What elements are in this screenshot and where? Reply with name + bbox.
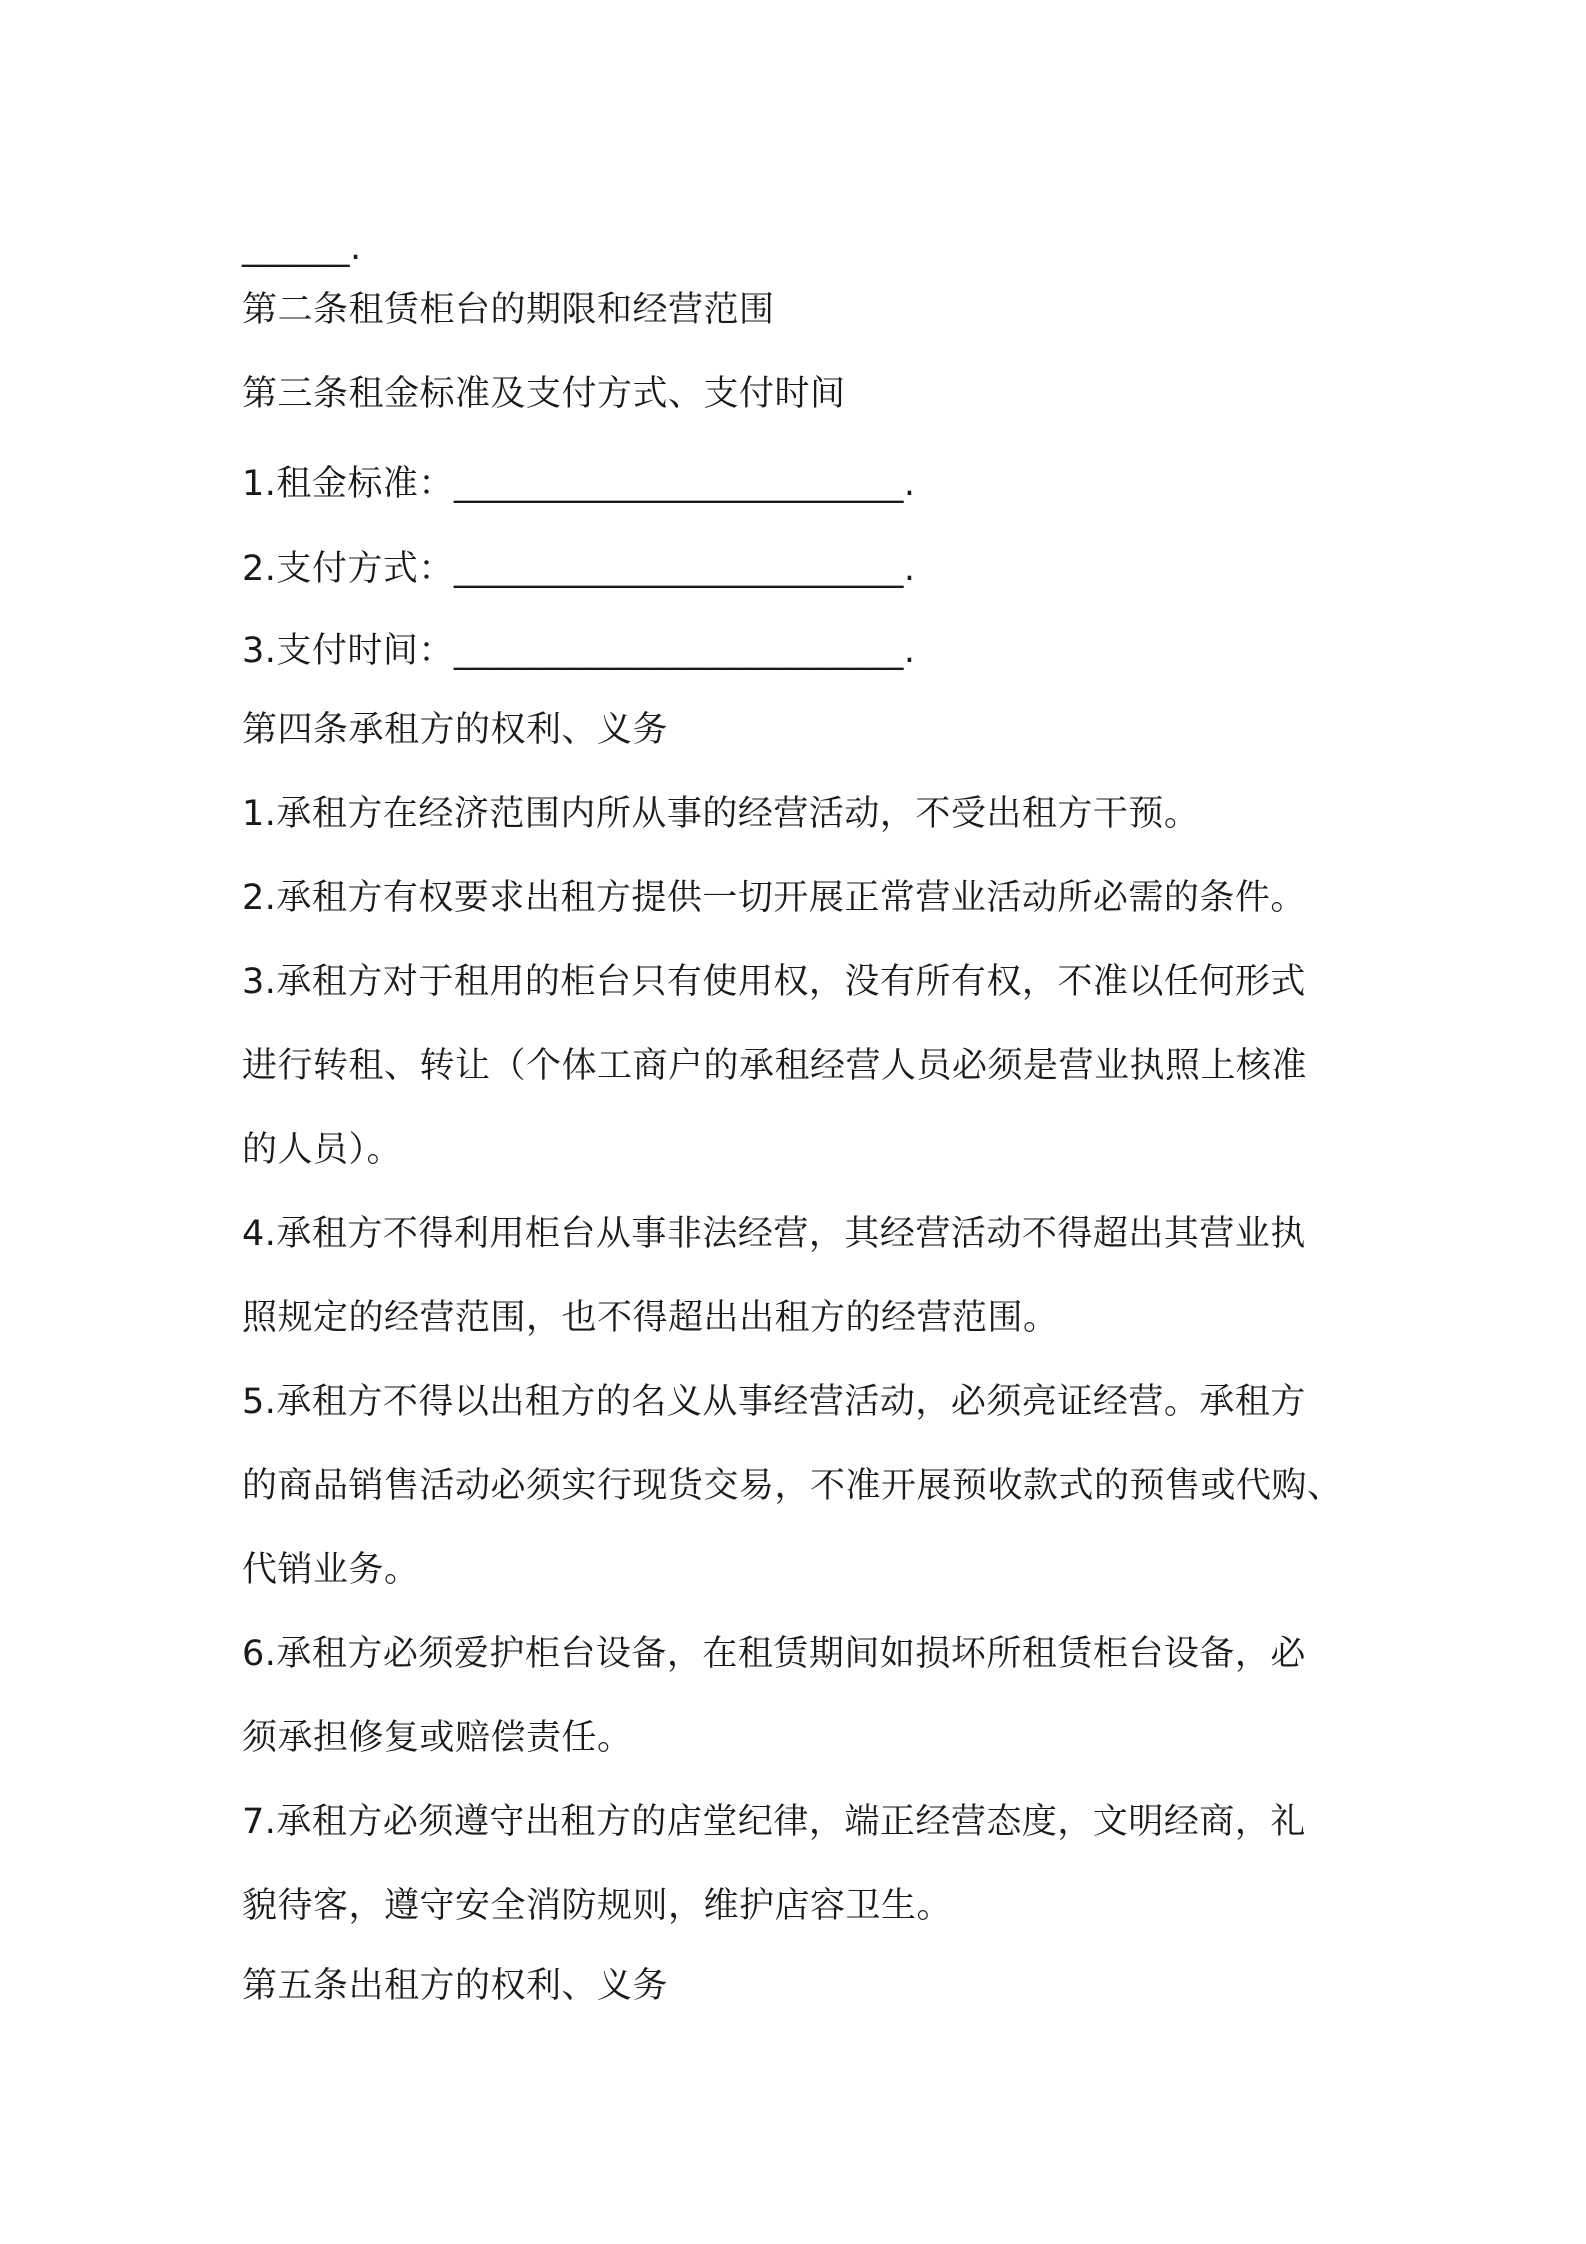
article-4-item-3-line-3: 的人员）。 [242,1130,403,1170]
article-4-item-7-line-1: 7.承租方必须遵守出租方的店堂纪律，端正经营态度，文明经商，礼 [242,1802,1306,1842]
article-3-heading: 第三条租金标准及支付方式、支付时间 [242,374,846,414]
article-4-item-1: 1.承租方在经济范围内所从事的经营活动，不受出租方干预。 [242,794,1200,834]
article-4-item-6-line-2: 须承担修复或赔偿责任。 [242,1718,633,1758]
article-4-item-7-line-2: 貌待客，遵守安全消防规则，维护店容卫生。 [242,1886,953,1926]
article-4-item-5-line-1: 5.承租方不得以出租方的名义从事经营活动，必须亮证经营。承租方 [242,1382,1306,1422]
article-4-item-3-line-2: 进行转租、转让（个体工商户的承租经营人员必须是营业执照上核准 [242,1046,1308,1086]
article-2-heading: 第二条租赁柜台的期限和经营范围 [242,290,775,330]
payment-time-line: 3.支付时间：_________________________. [242,631,916,671]
article-4-item-3-line-1: 3.承租方对于租用的柜台只有使用权，没有所有权，不准以任何形式 [242,962,1306,1002]
article-4-heading: 第四条承租方的权利、义务 [242,710,669,750]
rent-standard-line: 1.租金标准：_________________________. [242,464,916,504]
article-5-heading: 第五条出租方的权利、义务 [242,1966,669,2006]
article-4-item-6-line-1: 6.承租方必须爱护柜台设备，在租赁期间如损坏所租赁柜台设备，必 [242,1634,1306,1674]
article-4-item-4-line-2: 照规定的经营范围，也不得超出出租方的经营范围。 [242,1298,1059,1338]
article-4-item-2: 2.承租方有权要求出租方提供一切开展正常营业活动所必需的条件。 [242,878,1306,918]
article-4-item-5-line-2: 的商品销售活动必须实行现货交易，不准开展预收款式的预售或代购、 [242,1466,1343,1506]
payment-method-line: 2.支付方式：_________________________. [242,549,916,589]
article-4-item-5-line-3: 代销业务。 [242,1550,420,1590]
article-4-item-4-line-1: 4.承租方不得利用柜台从事非法经营，其经营活动不得超出其营业执 [242,1214,1306,1254]
blank-continuation: ______. [242,228,362,268]
